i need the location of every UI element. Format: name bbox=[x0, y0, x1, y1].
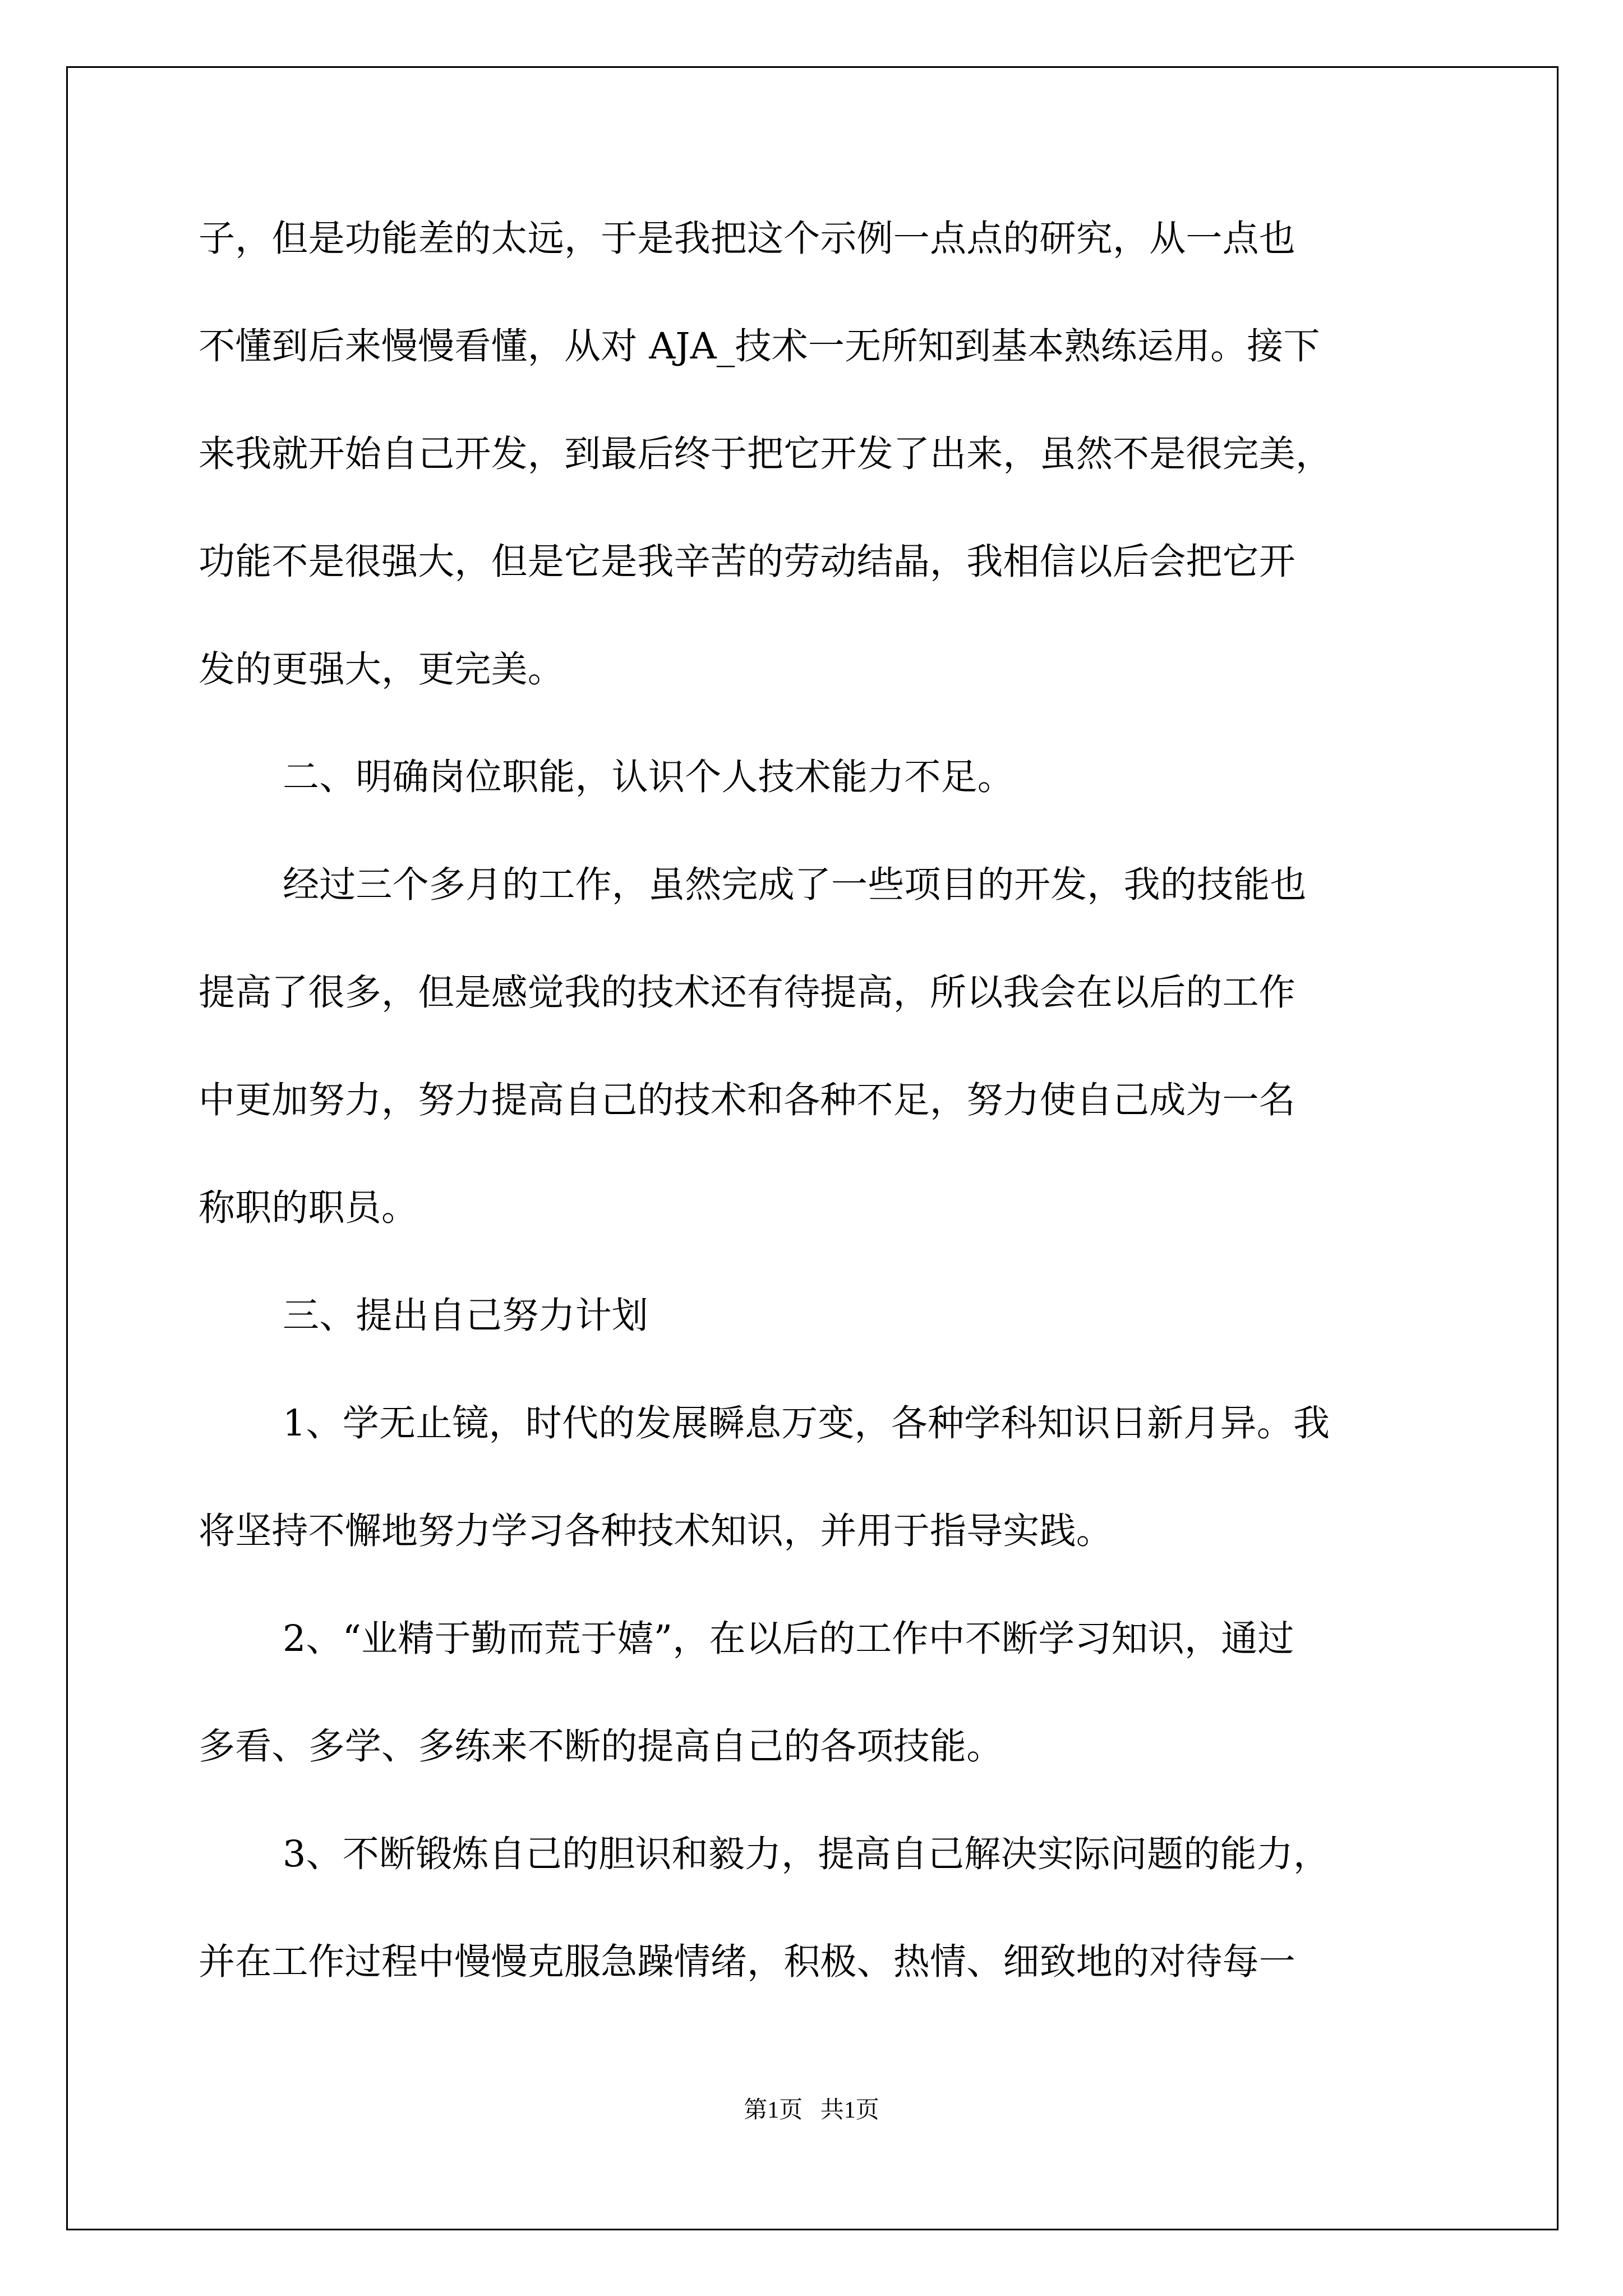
text-line: 3、不断锻炼自己的胆识和毅力，提高自己解决实际问题的能力， bbox=[283, 1833, 1330, 1875]
text-line: 称职的职员。 bbox=[199, 1187, 418, 1229]
text-line: 来我就开始自己开发，到最后终于把它开发了出来，虽然不是很完美， bbox=[199, 433, 1332, 475]
text-line: 经过三个多月的工作，虽然完成了一些项目的开发，我的技能也 bbox=[283, 864, 1307, 906]
text-line: 功能不是很强大，但是它是我辛苦的劳动结晶，我相信以后会把它开 bbox=[199, 541, 1296, 583]
text-line: 1、学无止镜，时代的发展瞬息万变，各种学科知识日新月异。我 bbox=[283, 1402, 1330, 1444]
text-line: 不懂到后来慢慢看懂，从对 AJA_技术一无所知到基本熟练运用。接下 bbox=[199, 325, 1320, 367]
text-line: 2、“业精于勤而荒于嬉”，在以后的工作中不断学习知识，通过 bbox=[283, 1618, 1294, 1660]
section-heading: 三、提出自己努力计划 bbox=[283, 1295, 649, 1337]
text-line: 子，但是功能差的太远，于是我把这个示例一点点的研究，从一点也 bbox=[199, 218, 1296, 260]
page-footer: 第1页 共1页 bbox=[744, 2097, 879, 2123]
text-line: 并在工作过程中慢慢克服急躁情绪，积极、热情、细致地的对待每一 bbox=[199, 1941, 1296, 1983]
document-body bbox=[199, 211, 1432, 2042]
section-heading: 二、明确岗位职能，认识个人技术能力不足。 bbox=[283, 756, 1015, 798]
text-line: 提高了很多，但是感觉我的技术还有待提高，所以我会在以后的工作 bbox=[199, 972, 1296, 1014]
text-line: 将坚持不懈地努力学习各种技术知识，并用于指导实践。 bbox=[199, 1510, 1113, 1552]
text-line: 发的更强大，更完美。 bbox=[199, 648, 565, 691]
text-line: 多看、多学、多练来不断的提高自己的各项技能。 bbox=[199, 1726, 1003, 1768]
text-line: 中更加努力，努力提高自己的技术和各种不足，努力使自己成为一名 bbox=[199, 1079, 1296, 1121]
